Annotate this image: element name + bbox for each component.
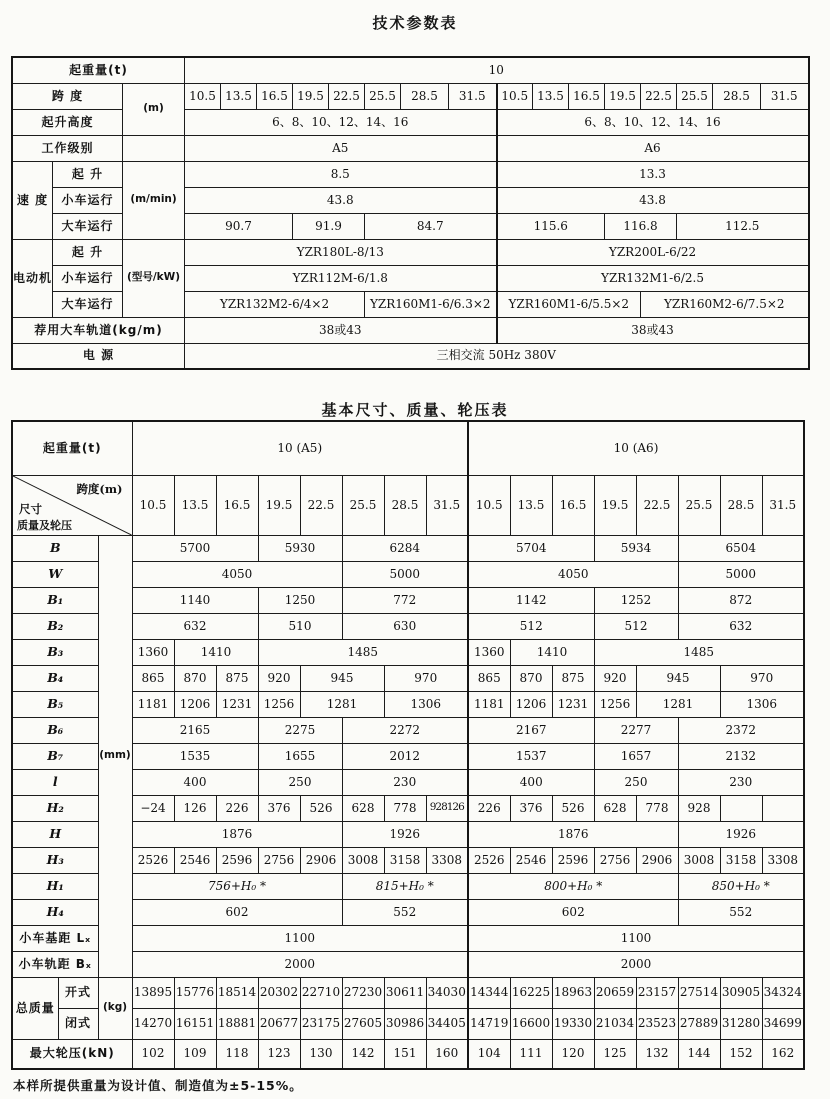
table-row (12, 421, 804, 475)
value-cell: 116.8 (605, 213, 677, 239)
value-cell: 27230 (342, 977, 384, 1008)
value-cell: 1252 (594, 587, 678, 613)
value-cell: 928 (678, 795, 720, 821)
value-cell: 2526 (468, 847, 510, 873)
value-cell: 16600 (510, 1008, 552, 1039)
value-cell: 1306 (720, 691, 804, 717)
value-cell: 30611 (384, 977, 426, 1008)
value-cell: 400 (468, 769, 594, 795)
value-cell: YZR160M1-6/5.5×2 (497, 291, 641, 317)
row-label-speed: 速 度 (12, 161, 53, 239)
technical-parameters-table-container (11, 56, 810, 370)
value-cell: 5930 (258, 535, 342, 561)
table-row (12, 1039, 804, 1069)
value-cell: 3008 (342, 847, 384, 873)
value-cell: 23157 (636, 977, 678, 1008)
row-label-H3: H₃ (12, 847, 98, 873)
value-cell: 552 (678, 899, 804, 925)
value-cell: 602 (132, 899, 342, 925)
value-cell: 3308 (762, 847, 804, 873)
value-cell: 120 (552, 1039, 594, 1069)
value-cell: 6504 (678, 535, 804, 561)
value-cell: 2906 (300, 847, 342, 873)
value-cell: 22.5 (636, 475, 678, 535)
value-cell: 10.5 (468, 475, 510, 535)
value-cell: 1281 (300, 691, 384, 717)
row-label-B4: B₄ (12, 665, 98, 691)
value-cell: 1181 (132, 691, 174, 717)
value-cell: 111 (510, 1039, 552, 1069)
value-cell: 2596 (552, 847, 594, 873)
value-cell: 1657 (594, 743, 678, 769)
value-cell: 123 (258, 1039, 300, 1069)
dimensions-table-container (11, 420, 805, 1070)
value-cell: 31.5 (762, 475, 804, 535)
value-cell: 34699 (762, 1008, 804, 1039)
value-cell: 552 (342, 899, 468, 925)
value-cell: 22.5 (641, 83, 677, 109)
row-label-total-mass: 总质量 (12, 977, 58, 1039)
value-cell: A6 (497, 135, 809, 161)
value-cell: 1181 (468, 691, 510, 717)
value-cell: 2596 (216, 847, 258, 873)
value-cell: 230 (678, 769, 804, 795)
value-cell: 118 (216, 1039, 258, 1069)
row-label-lifting-height: 起升高度 (12, 109, 123, 135)
value-cell: 870 (510, 665, 552, 691)
value-cell: 18881 (216, 1008, 258, 1039)
value-cell: 16.5 (552, 475, 594, 535)
value-cell: 970 (384, 665, 468, 691)
value-cell: 16151 (174, 1008, 216, 1039)
value-cell: 152 (720, 1039, 762, 1069)
table-row (12, 343, 809, 369)
value-cell: 2372 (678, 717, 804, 743)
row-label-W: W (12, 561, 98, 587)
value-cell: 21034 (594, 1008, 636, 1039)
value-cell: 1250 (258, 587, 342, 613)
row-label-lifting-capacity: 起重量(t) (12, 57, 185, 83)
value-cell: 31280 (720, 1008, 762, 1039)
value-cell: 1231 (216, 691, 258, 717)
value-cell: 20302 (258, 977, 300, 1008)
unit-m-min: (m/min) (123, 161, 185, 239)
value-cell: 250 (258, 769, 342, 795)
value-cell: 91.9 (293, 213, 365, 239)
row-label-power-supply: 电 源 (12, 343, 185, 369)
value-cell: YZR200L-6/22 (497, 239, 809, 265)
value-cell: YZR160M1-6/6.3×2 (365, 291, 497, 317)
value-cell: 144 (678, 1039, 720, 1069)
value-cell: 920 (258, 665, 300, 691)
value-cell: 2272 (342, 717, 468, 743)
value-cell: 1256 (594, 691, 636, 717)
value-cell: 1231 (552, 691, 594, 717)
value-cell: 3158 (720, 847, 762, 873)
value-cell: 43.8 (497, 187, 809, 213)
value-cell: 19.5 (605, 83, 641, 109)
value-cell: 945 (636, 665, 720, 691)
value-cell: 970 (720, 665, 804, 691)
row-label-crane-travel: 大车运行 (53, 213, 123, 239)
table-row (12, 535, 804, 561)
value-cell: 14344 (468, 977, 510, 1008)
value-cell: 928126 (426, 795, 468, 821)
value-cell: 23175 (300, 1008, 342, 1039)
value-cell: 27889 (678, 1008, 720, 1039)
value-cell: 872 (678, 587, 804, 613)
value-cell: 10.5 (497, 83, 533, 109)
row-label-rail: 荐用大车轨道(kg/m) (12, 317, 185, 343)
value-cell: 376 (258, 795, 300, 821)
value-cell: 2756 (258, 847, 300, 873)
value-cell: 142 (342, 1039, 384, 1069)
value-cell: 132 (636, 1039, 678, 1069)
value-cell: 850+H₀ * (678, 873, 804, 899)
value-cell: 1410 (174, 639, 258, 665)
value-cell: 31.5 (761, 83, 809, 109)
table-row (12, 57, 809, 83)
row-label-B5: B₅ (12, 691, 98, 717)
value-cell: 3308 (426, 847, 468, 873)
row-label-duty-class: 工作级别 (12, 135, 123, 161)
value-cell: 112.5 (677, 213, 809, 239)
value-cell: 1655 (258, 743, 342, 769)
table-row (12, 161, 809, 187)
row-label-hoisting: 起 升 (53, 161, 123, 187)
value-cell: 510 (258, 613, 342, 639)
value-cell: 3008 (678, 847, 720, 873)
value-cell: 865 (132, 665, 174, 691)
value-cell: 2277 (594, 717, 678, 743)
value-cell: 376 (510, 795, 552, 821)
row-label-H: H (12, 821, 98, 847)
value-cell: 1281 (636, 691, 720, 717)
row-label-trolley-wheelbase: 小车基距 Lₓ (12, 925, 98, 951)
value-cell: 10 (A6) (468, 421, 804, 475)
value-cell: 2000 (468, 951, 804, 977)
row-label-H4: H₄ (12, 899, 98, 925)
value-cell: 1206 (174, 691, 216, 717)
diag-mass-wheel-label: 质量及轮压 (17, 518, 72, 532)
value-cell: 6、8、10、12、14、16 (497, 109, 809, 135)
value-cell: 870 (174, 665, 216, 691)
technical-parameters-table (11, 56, 810, 370)
value-cell: 151 (384, 1039, 426, 1069)
value-cell: 34405 (426, 1008, 468, 1039)
value-cell: 22.5 (300, 475, 342, 535)
row-label-motor: 电动机 (12, 239, 53, 317)
value-cell: 526 (552, 795, 594, 821)
row-label-trolley-travel: 小车运行 (53, 187, 123, 213)
value-cell: 4050 (468, 561, 678, 587)
value-cell: YZR160M2-6/7.5×2 (641, 291, 809, 317)
value-cell: 945 (300, 665, 384, 691)
value-cell: 1876 (132, 821, 342, 847)
value-cell: 815+H₀ * (342, 873, 468, 899)
diag-size-label: 尺寸 (19, 501, 42, 516)
value-cell: 115.6 (497, 213, 605, 239)
value-cell: 18514 (216, 977, 258, 1008)
table-row (12, 475, 804, 535)
value-cell: 512 (468, 613, 594, 639)
value-cell: 2526 (132, 847, 174, 873)
value-cell: 1360 (468, 639, 510, 665)
value-cell: 30905 (720, 977, 762, 1008)
dimensions-mass-wheel-pressure-table (11, 420, 805, 1070)
value-cell: 162 (762, 1039, 804, 1069)
value-cell: 28.5 (720, 475, 762, 535)
value-cell: 628 (342, 795, 384, 821)
value-cell: 13.5 (221, 83, 257, 109)
row-label-lifting-capacity: 起重量(t) (12, 421, 132, 475)
value-cell: 778 (636, 795, 678, 821)
row-label-B3: B₃ (12, 639, 98, 665)
value-cell: 27605 (342, 1008, 384, 1039)
value-cell: 15776 (174, 977, 216, 1008)
value-cell: 2165 (132, 717, 258, 743)
value-cell: 2000 (132, 951, 468, 977)
value-cell: 34030 (426, 977, 468, 1008)
value-cell: 20659 (594, 977, 636, 1008)
table2-title: 基本尺寸、质量、轮压表 (321, 401, 509, 419)
value-cell: 772 (342, 587, 468, 613)
value-cell: 1485 (258, 639, 468, 665)
value-cell: −24 (132, 795, 174, 821)
footnote: 本样所提供重量为设计值、制造值为±5-15%。 (13, 1078, 303, 1093)
row-label-trolley-travel: 小车运行 (53, 265, 123, 291)
value-cell: 4050 (132, 561, 342, 587)
value-cell: 19.5 (594, 475, 636, 535)
value-cell: 875 (216, 665, 258, 691)
row-label-l: l (12, 769, 98, 795)
value-cell: 20677 (258, 1008, 300, 1039)
value-cell: 1306 (384, 691, 468, 717)
value-cell: 6、8、10、12、14、16 (185, 109, 497, 135)
table-row (12, 135, 809, 161)
value-cell: 2012 (342, 743, 468, 769)
row-label-max-wheel-pressure: 最大轮压(kN) (12, 1039, 132, 1069)
table-row (12, 83, 809, 109)
unit-m: (m) (123, 83, 185, 135)
value-cell: 10.5 (132, 475, 174, 535)
value-cell: 756+H₀ * (132, 873, 342, 899)
value-cell: 43.8 (185, 187, 497, 213)
value-cell: 28.5 (713, 83, 761, 109)
row-label-B1: B₁ (12, 587, 98, 613)
value-cell: 25.5 (678, 475, 720, 535)
value-cell: 19.5 (293, 83, 329, 109)
value-cell: 1256 (258, 691, 300, 717)
value-cell: 126 (174, 795, 216, 821)
value-cell: 5000 (342, 561, 468, 587)
value-cell: 10 (A5) (132, 421, 468, 475)
value-cell: YZR180L-8/13 (185, 239, 497, 265)
value-cell: 5704 (468, 535, 594, 561)
value-cell: 90.7 (185, 213, 293, 239)
unit-kg: (kg) (98, 977, 132, 1039)
value-cell: 22710 (300, 977, 342, 1008)
value-cell: YZR112M-6/1.8 (185, 265, 497, 291)
value-cell: 三相交流 50Hz 380V (185, 343, 809, 369)
table-row (12, 239, 809, 265)
table-row (12, 317, 809, 343)
value-cell: 13.5 (510, 475, 552, 535)
row-label-B6: B₆ (12, 717, 98, 743)
value-cell: 1100 (132, 925, 468, 951)
value-cell: 31.5 (449, 83, 497, 109)
value-cell: 5000 (678, 561, 804, 587)
value-cell: 1140 (132, 587, 258, 613)
value-cell: 632 (678, 613, 804, 639)
value-cell: 1926 (342, 821, 468, 847)
value-cell: 14719 (468, 1008, 510, 1039)
value-cell: A5 (185, 135, 497, 161)
value-cell: 250 (594, 769, 678, 795)
value-cell: 13.5 (533, 83, 569, 109)
value-cell: 28.5 (384, 475, 426, 535)
value-cell: 400 (132, 769, 258, 795)
value-cell: 125 (594, 1039, 636, 1069)
value-cell: 19330 (552, 1008, 594, 1039)
value-cell: 25.5 (677, 83, 713, 109)
value-cell: 2275 (258, 717, 342, 743)
value-cell: 5934 (594, 535, 678, 561)
row-label-crane-travel: 大车运行 (53, 291, 123, 317)
value-cell: 27514 (678, 977, 720, 1008)
value-cell: 25.5 (342, 475, 384, 535)
diagonal-header-cell (12, 475, 132, 535)
value-cell: 2546 (174, 847, 216, 873)
row-label-open-type: 开式 (58, 977, 98, 1008)
value-cell: 2546 (510, 847, 552, 873)
value-cell: 1926 (678, 821, 804, 847)
row-label-trolley-gauge: 小车轨距 Bₓ (12, 951, 98, 977)
value-cell: 8.5 (185, 161, 497, 187)
value-cell: 632 (132, 613, 258, 639)
value-cell: 13.5 (174, 475, 216, 535)
value-cell: 14270 (132, 1008, 174, 1039)
value-cell: 875 (552, 665, 594, 691)
value-cell: 2132 (678, 743, 804, 769)
value-cell: 778 (384, 795, 426, 821)
unit-mm: (mm) (98, 535, 132, 977)
value-cell: 13895 (132, 977, 174, 1008)
value-cell: 1485 (594, 639, 804, 665)
value-cell: 10 (185, 57, 809, 83)
value-cell: 920 (594, 665, 636, 691)
value-cell: 34324 (762, 977, 804, 1008)
table-row (12, 977, 804, 1008)
row-label-span: 跨 度 (12, 83, 123, 109)
value-cell: 3158 (384, 847, 426, 873)
unit-model-kw: (型号/kW) (123, 239, 185, 317)
value-cell: 16225 (510, 977, 552, 1008)
value-cell: 602 (468, 899, 678, 925)
value-cell: 38或43 (185, 317, 497, 343)
value-cell: 28.5 (401, 83, 449, 109)
value-cell: 2756 (594, 847, 636, 873)
value-cell: 23523 (636, 1008, 678, 1039)
value-cell: 226 (216, 795, 258, 821)
row-label-H2: H₂ (12, 795, 98, 821)
value-cell: YZR132M2-6/4×2 (185, 291, 365, 317)
value-cell: 25.5 (365, 83, 401, 109)
row-label-B2: B₂ (12, 613, 98, 639)
value-cell: 630 (342, 613, 468, 639)
value-cell: 31.5 (426, 475, 468, 535)
value-cell: 6284 (342, 535, 468, 561)
value-cell: 1537 (468, 743, 594, 769)
value-cell: 19.5 (258, 475, 300, 535)
value-cell: 16.5 (569, 83, 605, 109)
value-cell: 230 (342, 769, 468, 795)
value-cell: 800+H₀ * (468, 873, 678, 899)
value-cell: 109 (174, 1039, 216, 1069)
value-cell: 5700 (132, 535, 258, 561)
value-cell: 1100 (468, 925, 804, 951)
row-label-hoisting: 起 升 (53, 239, 123, 265)
value-cell: 30986 (384, 1008, 426, 1039)
value-cell: 1535 (132, 743, 258, 769)
value-cell: 130 (300, 1039, 342, 1069)
value-cell: 18963 (552, 977, 594, 1008)
table1-title: 技术参数表 (372, 14, 458, 32)
value-cell: 2167 (468, 717, 594, 743)
row-label-B: B (12, 535, 98, 561)
value-cell: 1206 (510, 691, 552, 717)
value-cell: 1360 (132, 639, 174, 665)
value-cell: 22.5 (329, 83, 365, 109)
value-cell: 226 (468, 795, 510, 821)
value-cell: 16.5 (216, 475, 258, 535)
value-cell: 512 (594, 613, 678, 639)
value-cell: 1142 (468, 587, 594, 613)
value-cell: 104 (468, 1039, 510, 1069)
value-cell (720, 795, 762, 821)
row-label-H1: H₁ (12, 873, 98, 899)
value-cell: 102 (132, 1039, 174, 1069)
value-cell: 526 (300, 795, 342, 821)
value-cell: 16.5 (257, 83, 293, 109)
row-label-B7: B₇ (12, 743, 98, 769)
value-cell: 1876 (468, 821, 678, 847)
value-cell: 628 (594, 795, 636, 821)
value-cell (123, 135, 185, 161)
value-cell: 13.3 (497, 161, 809, 187)
row-label-closed-type: 闭式 (58, 1008, 98, 1039)
value-cell: 38或43 (497, 317, 809, 343)
value-cell: 160 (426, 1039, 468, 1069)
value-cell: 84.7 (365, 213, 497, 239)
value-cell (762, 795, 804, 821)
value-cell: 865 (468, 665, 510, 691)
value-cell: YZR132M1-6/2.5 (497, 265, 809, 291)
diag-span-label: 跨度(m) (76, 481, 123, 496)
value-cell: 10.5 (185, 83, 221, 109)
value-cell: 2906 (636, 847, 678, 873)
value-cell: 1410 (510, 639, 594, 665)
